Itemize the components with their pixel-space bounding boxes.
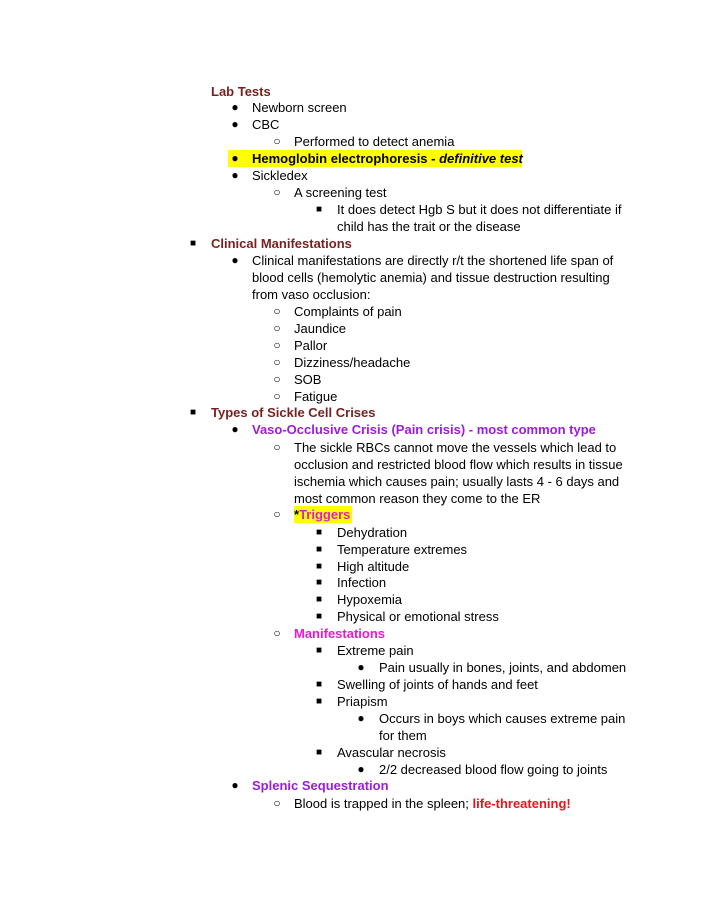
bullet-disc: ●: [231, 778, 239, 792]
triggers-text: Triggers: [299, 507, 351, 522]
bullet-square: ■: [315, 696, 323, 707]
trigger-item: Physical or emotional stress: [337, 609, 499, 624]
bullet-circle: ○: [273, 389, 281, 403]
trigger-item: Temperature extremes: [337, 542, 468, 557]
list-item: Newborn screen: [252, 100, 347, 115]
bullet-circle: ○: [273, 507, 281, 521]
voc-description: The sickle RBCs cannot move the vessels which lead to: [294, 440, 617, 455]
manifestations-label: Manifestations: [294, 626, 386, 641]
bullet-disc: ●: [357, 711, 365, 725]
bullet-square: ■: [189, 407, 197, 418]
trigger-item: High altitude: [337, 559, 410, 574]
list-item: Dizziness/headache: [294, 355, 411, 370]
bullet-disc: ●: [231, 151, 239, 165]
list-item: Extreme pain: [337, 643, 414, 658]
list-item: Sickledex: [252, 168, 308, 183]
list-item: Jaundice: [294, 321, 347, 336]
hemoglobin-item: [252, 150, 523, 167]
bullet-disc: ●: [357, 762, 365, 776]
trigger-item: Dehydration: [337, 525, 408, 540]
bullet-circle: ○: [273, 796, 281, 810]
bullet-square: ■: [315, 544, 323, 555]
bullet-disc: ●: [231, 100, 239, 114]
list-item: Pain usually in bones, joints, and abdomen: [379, 660, 627, 675]
bullet-circle: ○: [273, 321, 281, 335]
list-item: A screening test: [294, 185, 387, 200]
bullet-circle: ○: [273, 372, 281, 386]
voc-title: Vaso-Occlusive Crisis (Pain crisis) - most common type: [252, 422, 596, 437]
bullet-circle: ○: [273, 134, 281, 148]
voc-description: occlusion and restricted blood flow which results in tissue: [294, 457, 623, 472]
list-item: Pallor: [294, 338, 328, 353]
voc-description: ischemia which causes pain; usually lasts 4 - 6 days and: [294, 474, 620, 489]
bullet-circle: ○: [273, 304, 281, 318]
splenic-title: Splenic Sequestration: [252, 778, 389, 793]
bullet-square: ■: [315, 611, 323, 622]
trigger-item: Infection: [337, 575, 387, 590]
clinical-intro: from vaso occlusion:: [252, 287, 371, 302]
list-item: Complaints of pain: [294, 304, 402, 319]
bullet-disc: ●: [231, 253, 239, 267]
list-item: Avascular necrosis: [337, 745, 446, 760]
lab-tests-heading: Lab Tests: [211, 84, 271, 99]
bullet-square: ■: [315, 747, 323, 758]
bullet-square: ■: [315, 204, 323, 215]
bullet-square: ■: [315, 594, 323, 605]
trigger-item: Hypoxemia: [337, 592, 403, 607]
list-item: Performed to detect anemia: [294, 134, 455, 149]
bullet-disc: ●: [357, 660, 365, 674]
bullet-circle: ○: [273, 185, 281, 199]
bullet-circle: ○: [273, 355, 281, 369]
list-item: SOB: [294, 372, 322, 387]
bullet-disc: ●: [231, 168, 239, 182]
definitive-test-label: definitive test: [439, 151, 523, 166]
voc-description: most common reason they come to the ER: [294, 491, 541, 506]
list-item: CBC: [252, 117, 280, 132]
bullet-circle: ○: [273, 440, 281, 454]
bullet-disc: ●: [231, 117, 239, 131]
bullet-square: ■: [315, 645, 323, 656]
clinical-intro: blood cells (hemolytic anemia) and tissue destruction resulting: [252, 270, 610, 285]
hemoglobin-label: Hemoglobin electrophoresis -: [252, 151, 440, 166]
list-item-continued: for them: [379, 728, 427, 743]
list-item: Occurs in boys which causes extreme pain: [379, 711, 626, 726]
life-threatening-warning: life-threatening!: [472, 796, 571, 811]
clinical-intro: Clinical manifestations are directly r/t the shortened life span of: [252, 253, 614, 268]
bullet-circle: ○: [273, 626, 281, 640]
splenic-text: Blood is trapped in the spleen;: [294, 796, 473, 811]
triggers-star: *: [294, 507, 300, 522]
list-item-continued: child has the trait or the disease: [337, 219, 521, 234]
bullet-square: ■: [315, 679, 323, 690]
list-item: 2/2 decreased blood flow going to joints: [379, 762, 608, 777]
list-item: Swelling of joints of hands and feet: [337, 677, 538, 692]
list-item: Priapism: [337, 694, 388, 709]
list-item: It does detect Hgb S but it does not differentiate if: [337, 202, 622, 217]
splenic-description: [294, 795, 571, 812]
crises-heading: Types of Sickle Cell Crises: [211, 405, 376, 420]
bullet-square: ■: [315, 577, 323, 588]
bullet-square: ■: [315, 561, 323, 572]
triggers-label: [294, 506, 352, 523]
list-item: Fatigue: [294, 389, 338, 404]
bullet-square: ■: [315, 527, 323, 538]
bullet-square: ■: [189, 238, 197, 249]
bullet-disc: ●: [231, 422, 239, 436]
clinical-heading: Clinical Manifestations: [211, 236, 352, 251]
bullet-circle: ○: [273, 338, 281, 352]
